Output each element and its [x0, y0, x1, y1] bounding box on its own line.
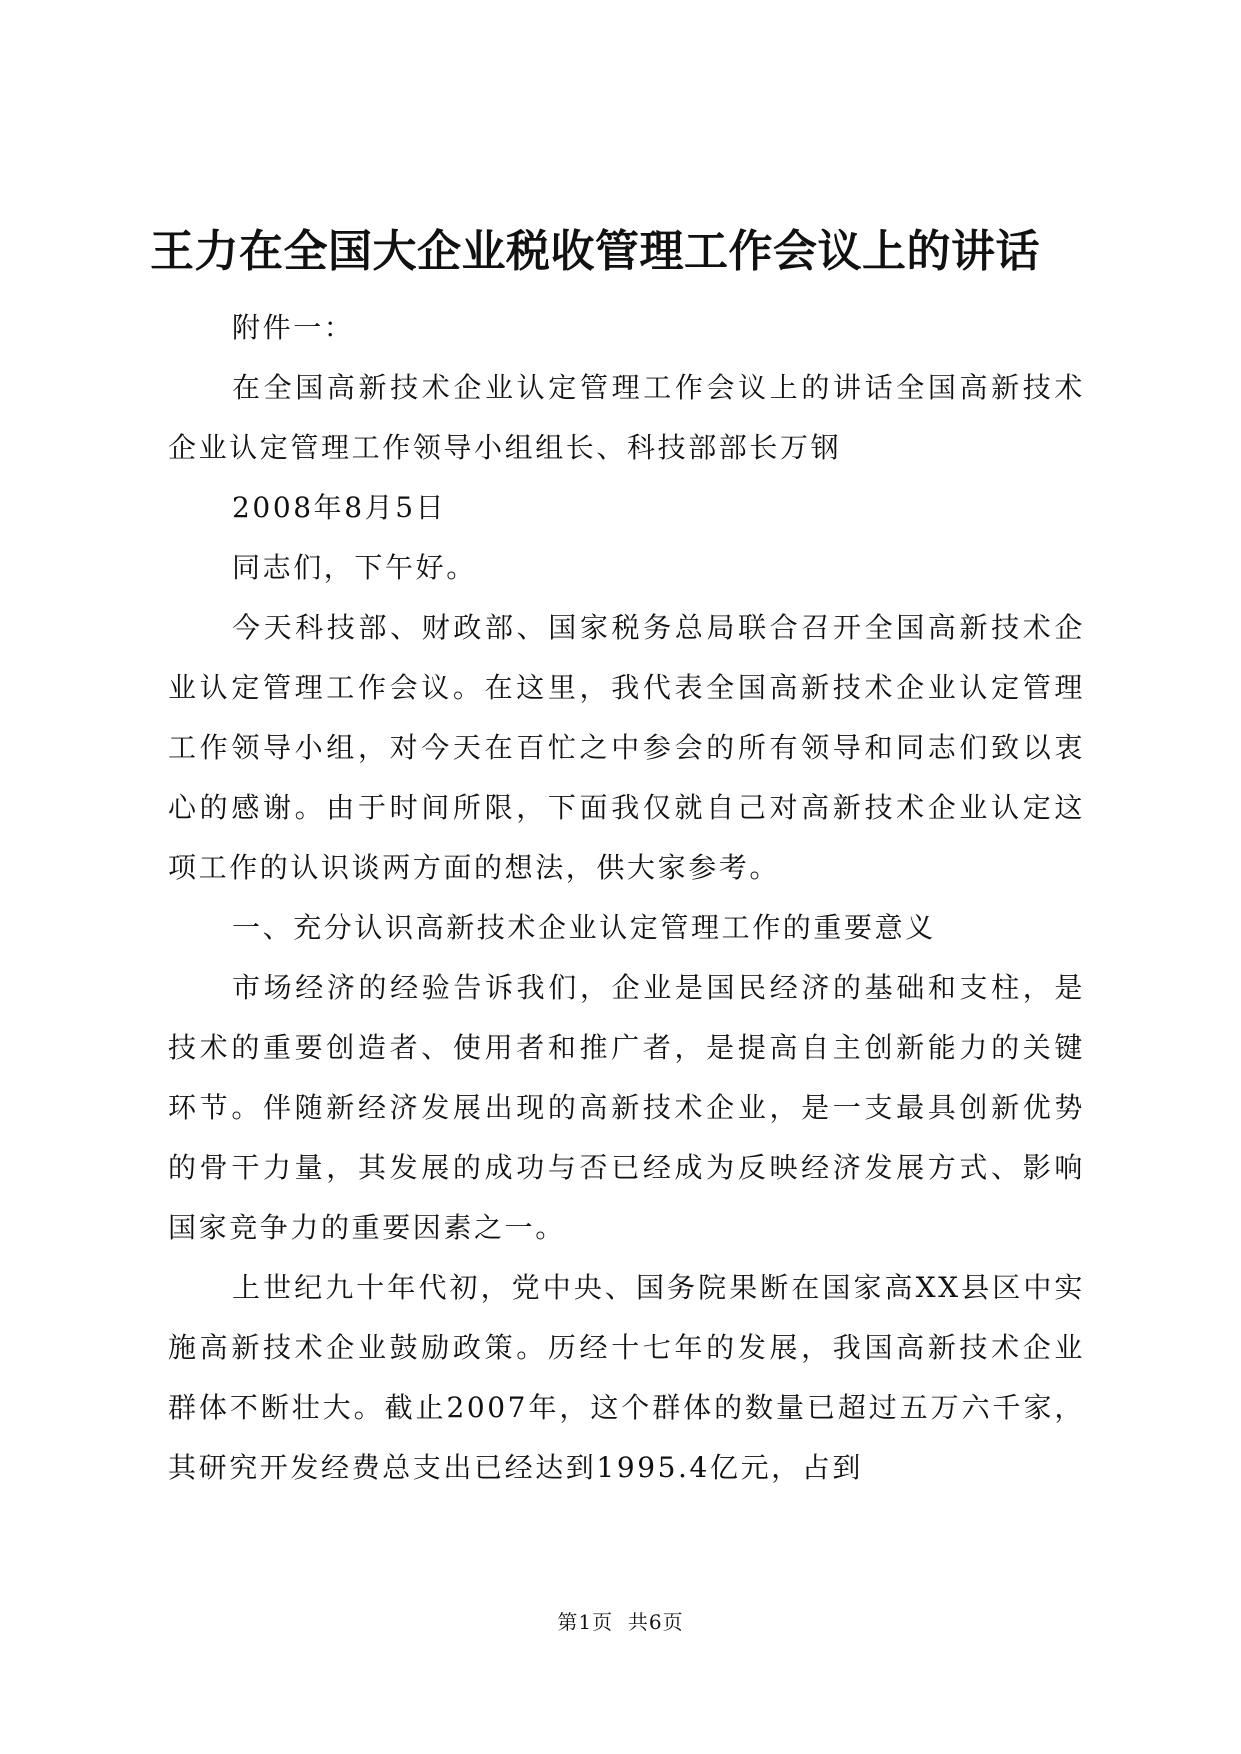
- paragraph-speech-heading: 在全国高新技术企业认定管理工作会议上的讲话全国高新技术企业认定管理工作领导小组组长、科技部部长万钢: [168, 371, 1085, 464]
- footer-spacer: [613, 1610, 628, 1634]
- paragraph-attachment-label: 附件一：: [232, 311, 355, 344]
- page-total: 共6页: [627, 1610, 684, 1634]
- paragraph-greeting: 同志们，下午好。: [232, 551, 477, 584]
- section-heading-1: 一、充分认识高新技术企业认定管理工作的重要意义: [232, 911, 936, 944]
- paragraph-opening: 今天科技部、财政部、国家税务总局联合召开全国高新技术企业认定管理工作会议。在这里，我代表全国高新技术企业认定管理工作领导小组，对今天在百忙之中参会的所有领导和同志们致以衷心的感谢。由于时间所限，下面我仅就自己对高新技术企业认定这项工作的认识谈两方面的想法，供大家参考。: [168, 611, 1085, 884]
- paragraph-date: 2008年8月5日: [232, 491, 447, 524]
- paragraph-market-economy: 市场经济的经验告诉我们，企业是国民经济的基础和支柱，是技术的重要创造者、使用者和推广者，是提高自主创新能力的关键环节。伴随新经济发展出现的高新技术企业，是一支最具创新优势的骨干力量，其发展的成功与否已经成为反映经济发展方式、影响国家竞争力的重要因素之一。: [168, 971, 1085, 1244]
- page-number: 第1页: [557, 1610, 614, 1634]
- paragraph-history: 上世纪九十年代初，党中央、国务院果断在国家高XX县区中实施高新技术企业鼓励政策。历经十七年的发展，我国高新技术企业群体不断壮大。截止2007年，这个群体的数量已超过五万六千家，其研究开发经费总支出已经达到1995.4亿元，占到: [168, 1271, 1085, 1484]
- document-title: 王力在全国大企业税收管理工作会议上的讲话: [150, 226, 1040, 277]
- page-footer: [0, 1608, 1241, 1636]
- document-body: [168, 298, 1085, 1498]
